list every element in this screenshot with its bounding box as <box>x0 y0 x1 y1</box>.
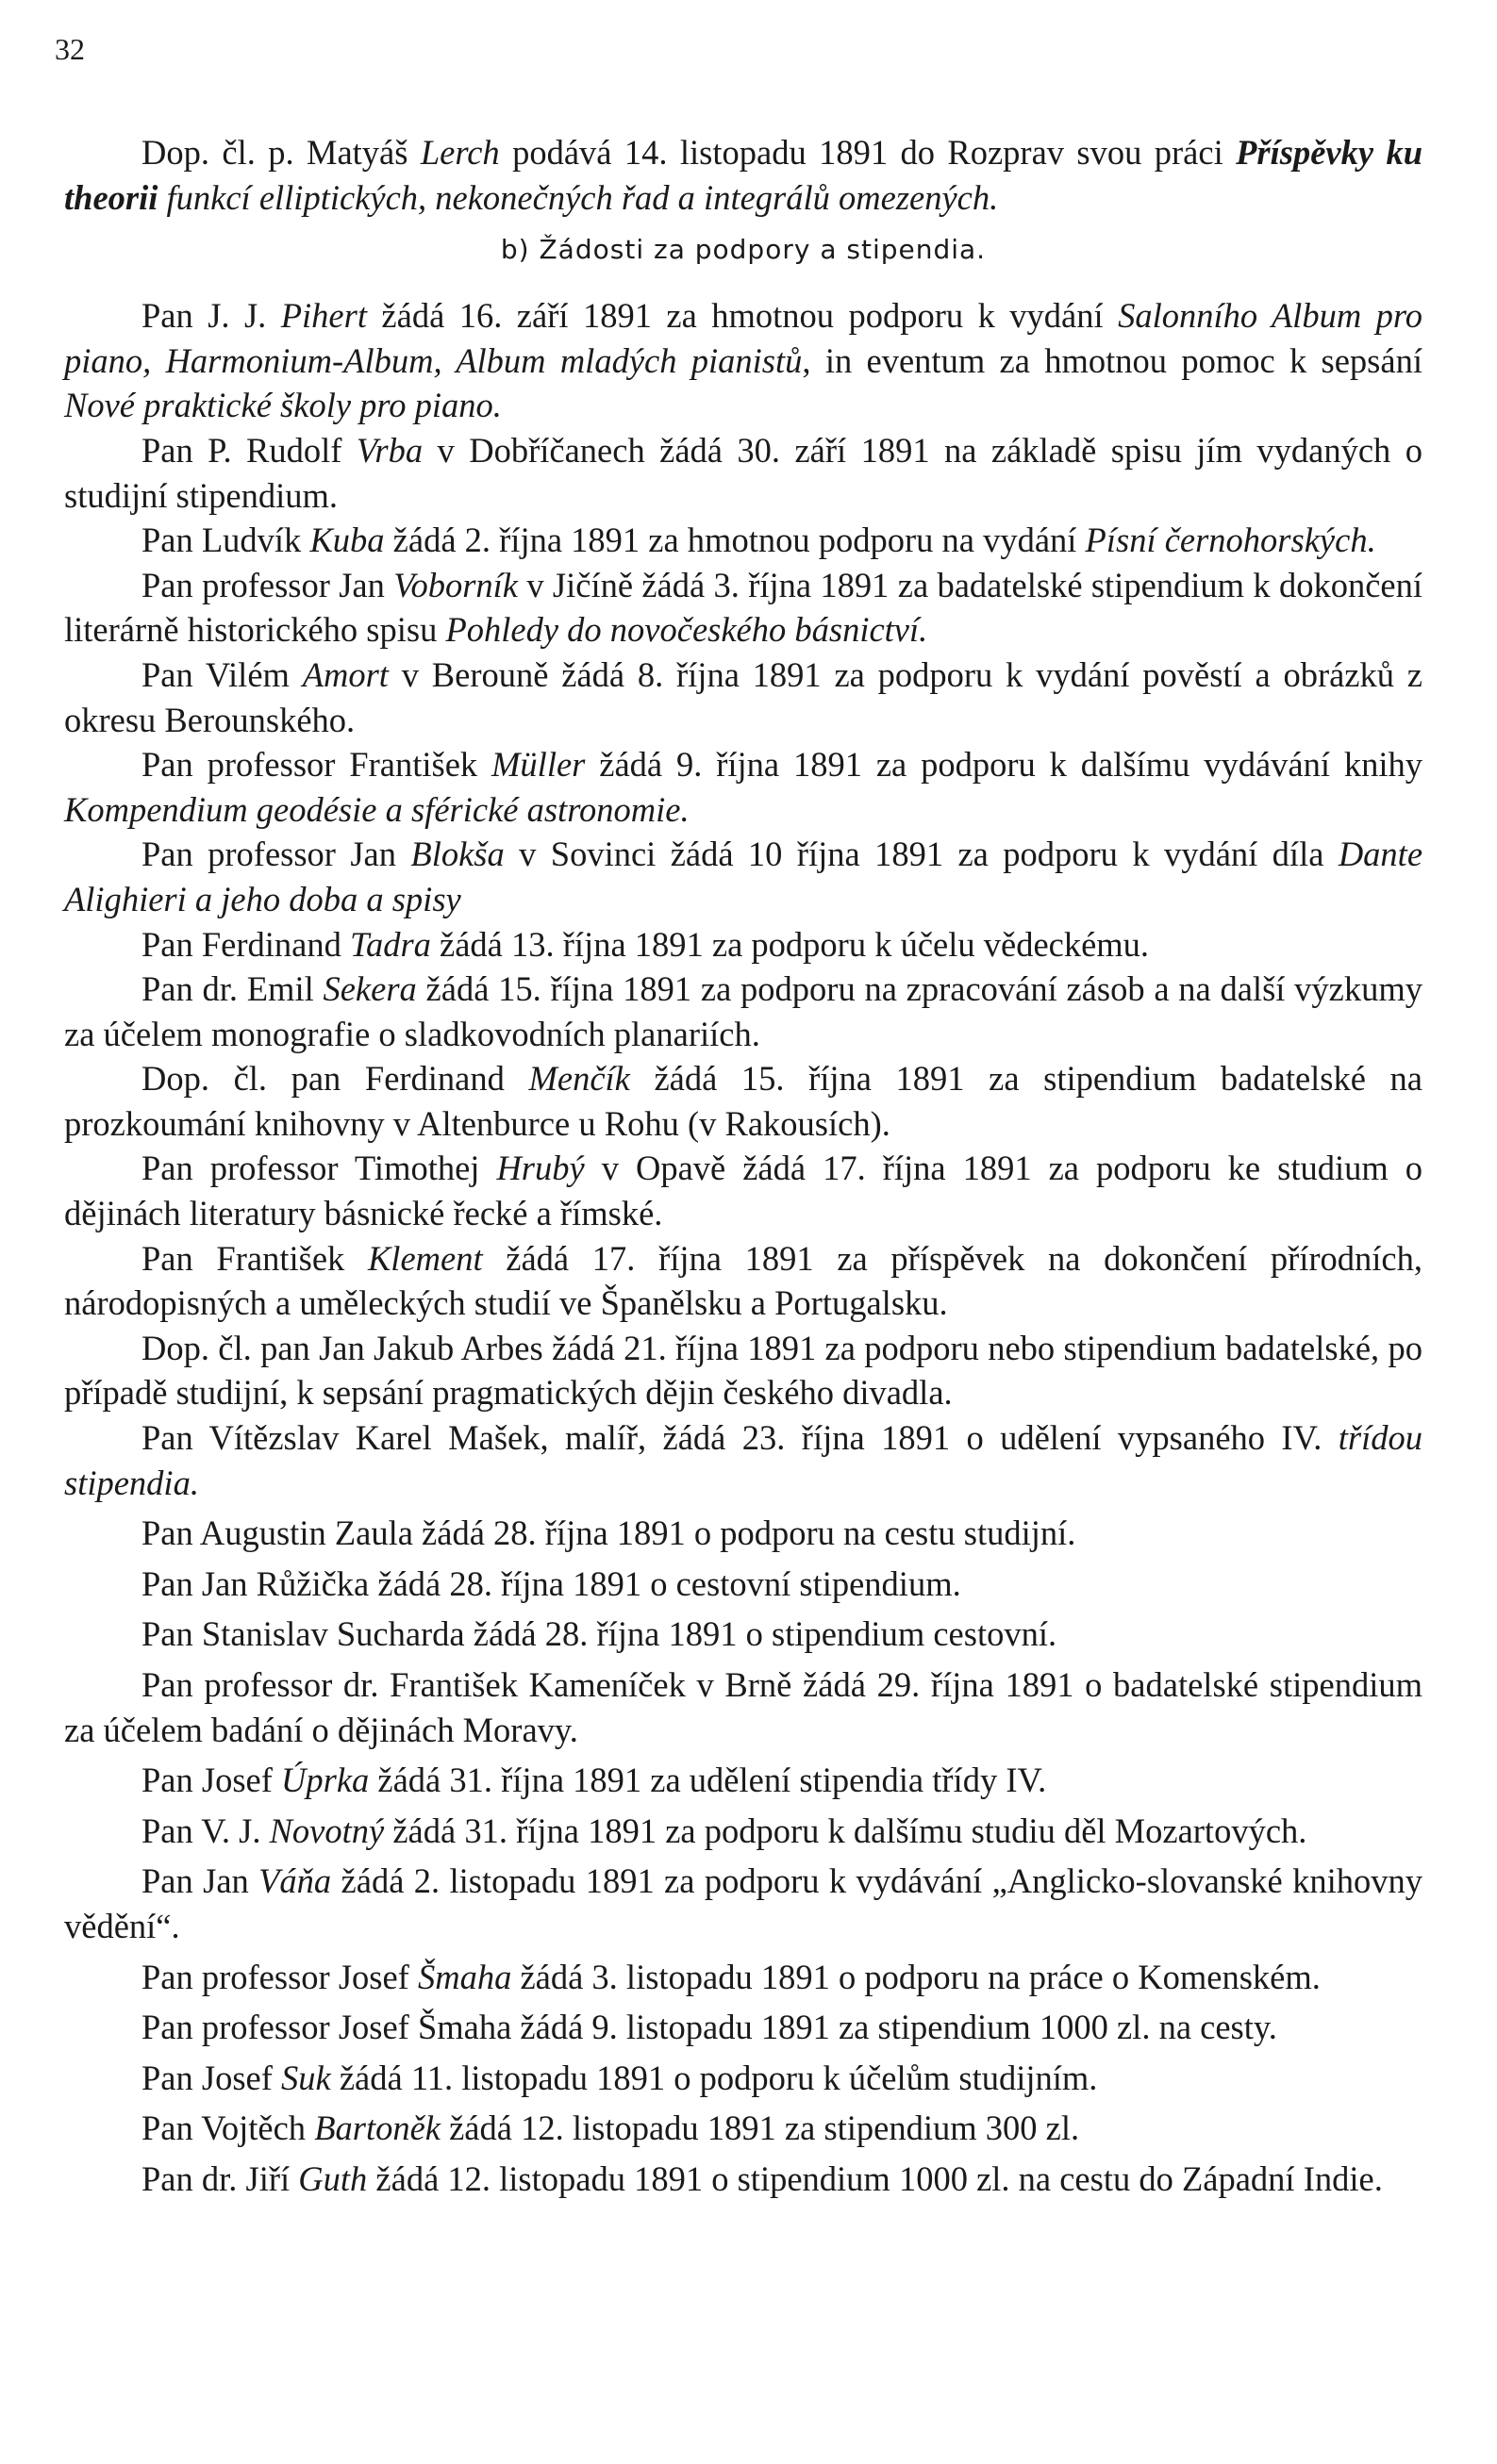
entry-italic-text: Blokša <box>410 835 505 874</box>
entry-text: Dop. čl. pan Ferdinand <box>141 1059 529 1099</box>
entry-text: Pan Jan <box>141 1861 259 1901</box>
entry-text: Pan professor Josef <box>141 1957 418 1996</box>
request-entry <box>64 742 1422 832</box>
entry-text: Pan Ferdinand <box>141 924 350 964</box>
request-entry <box>64 653 1422 742</box>
entry-italic-text: Tadra <box>350 924 431 964</box>
request-entry <box>64 922 1422 967</box>
entry-italic-text: Voborník <box>393 565 518 604</box>
entry-text: Pan professor František <box>141 745 492 785</box>
entry-text: žádá 31. října 1891 za udělení stipendia třídy IV. <box>369 1761 1047 1800</box>
entry-text: v Opavě žádá 17. října 1891 za podporu ke studium o dějinách literatury básnické řecké a římské. <box>64 1149 1422 1233</box>
entry-italic-text: Suk <box>281 2058 331 2097</box>
entry-text: žádá 16. září 1891 za hmotnou podporu k vydání <box>366 296 1119 336</box>
request-entry <box>64 1146 1422 1235</box>
entry-text: žádá 31. října 1891 za podporu k dalšímu studiu děl Mozartových. <box>384 1811 1307 1850</box>
request-entry <box>64 1056 1422 1146</box>
entry-italic-text: Müller <box>491 745 586 785</box>
request-entry <box>64 1562 1422 1607</box>
request-entry <box>64 2106 1422 2151</box>
entry-text: Pan professor Josef Šmaha žádá 9. listopadu 1891 za stipendium 1000 zl. na cesty. <box>141 2008 1277 2047</box>
entry-text: žádá 17. října 1891 za příspěvek na dokončení přírodních, národopisných a uměleckých studií ve Španělsku a Portugalsku. <box>64 1238 1423 1323</box>
entry-text: Pan J. J. <box>141 296 281 336</box>
request-entry <box>64 1511 1422 1556</box>
entry-italic-text: Nové praktické školy pro piano. <box>64 386 502 425</box>
entry-italic-text: Písní černohorských. <box>1085 521 1376 560</box>
request-entry <box>64 2056 1422 2101</box>
entry-text: žádá 13. října 1891 za podporu k účelu vědeckému. <box>430 924 1150 964</box>
entry-text: Dop. čl. pan Jan Jakub Arbes žádá 21. října 1891 za podporu nebo stipendium badatelské, po případě studijní, k sepsání pragmatických dějin českého divadla. <box>64 1328 1422 1413</box>
request-entry <box>64 563 1422 653</box>
entry-text: v Sovinci žádá 10 října 1891 za podporu k vydání díla <box>504 835 1339 874</box>
entry-text: Pan dr. Jiří <box>141 2158 299 2198</box>
entry-italic-text: Váňa <box>258 1861 332 1901</box>
request-entry <box>64 428 1422 518</box>
entry-text: v Jičíně žádá 3. října 1891 za badatelské stipendium k dokončení literárně historického spisu <box>64 565 1422 650</box>
entry-text: žádá 9. října 1891 za podporu k dalšímu vydávání knihy <box>585 745 1422 785</box>
entry-text: Pan Josef <box>141 1761 282 1800</box>
entry-italic-text: Sekera <box>323 969 417 1009</box>
entry-italic-text: Pihert <box>280 296 367 336</box>
intro-paragraph <box>64 130 1422 220</box>
intro-middle: podává 14. listopadu 1891 do Rozprav svou práci <box>499 133 1237 172</box>
request-entry <box>64 1612 1422 1657</box>
intro-prefix: Dop. čl. p. Matyáš <box>141 133 421 172</box>
page-body <box>64 130 1422 2202</box>
entry-text: Pan Josef <box>141 2058 282 2097</box>
entry-text: žádá 15. října 1891 za podporu na zpracování zásob a na další výzkumy za účelem monografie o sladkovodních planariích. <box>64 969 1422 1053</box>
entry-text: Pan Vojtěch <box>141 2108 315 2148</box>
intro-author-name: Lerch <box>420 133 500 172</box>
entry-text: , in eventum za hmotnou pomoc k sepsání <box>802 340 1422 380</box>
entry-text: žádá 2. října 1891 za hmotnou podporu na vydání <box>384 521 1086 560</box>
entry-text: v Berouně žádá 8. října 1891 za podporu k vydání pověstí a obrázků z okresu Berounského. <box>64 654 1422 739</box>
request-entry <box>64 1758 1422 1803</box>
request-entry <box>64 1809 1422 1854</box>
request-list <box>64 293 1422 2201</box>
entry-italic-text: Hrubý <box>496 1149 585 1188</box>
entry-text: Pan professor Jan <box>141 835 411 874</box>
entry-italic-text: Guth <box>298 2158 368 2198</box>
entry-text: Pan Augustin Zaula žádá 28. října 1891 o podporu na cestu studijní. <box>141 1513 1076 1553</box>
entry-italic-text: Menčík <box>528 1059 630 1099</box>
request-entry <box>64 2157 1422 2202</box>
entry-text: žádá 15. října 1891 za stipendium badatelské na prozkoumání knihovny v Altenburce u Rohu (v Rakousích). <box>64 1059 1422 1143</box>
entry-text: žádá 12. listopadu 1891 o stipendium 1000 zl. na cestu do Západní Indie. <box>367 2158 1383 2198</box>
intro-title-rest: funkcí elliptických, nekonečných řad a integrálů omezených. <box>158 177 999 217</box>
entry-text: Pan professor Timothej <box>141 1149 497 1188</box>
entry-italic-text: Pohledy do novočeského básnictví. <box>445 610 928 650</box>
request-entry <box>64 832 1422 921</box>
entry-italic-text: Novotný <box>269 1811 385 1850</box>
entry-italic-text: Klement <box>367 1238 483 1278</box>
entry-text: Pan Vilém <box>141 654 303 694</box>
entry-italic-text: Šmaha <box>417 1957 512 1996</box>
entry-italic-text: třídou stipendia. <box>64 1418 1422 1502</box>
entry-text: v Dobříčanech žádá 30. září 1891 na základě spisu jím vydaných o studijní stipendium. <box>64 430 1422 515</box>
section-heading: b) Žádosti za podpory a stipendia. <box>500 234 987 266</box>
entry-text: Pan Stanislav Sucharda žádá 28. října 1891 o stipendium cestovní. <box>141 1614 1057 1654</box>
entry-text: žádá 2. listopadu 1891 za podporu k vydávání „Anglicko-slovanské knihovny vědění“. <box>64 1861 1422 1945</box>
entry-italic-text: Bartoněk <box>314 2108 441 2148</box>
request-entry <box>64 293 1422 428</box>
request-entry <box>64 518 1422 563</box>
entry-italic-text: Amort <box>302 654 389 694</box>
request-entry <box>64 1236 1422 1326</box>
request-entry <box>64 1955 1422 2000</box>
entry-italic-text: Kompendium geodésie a sférické astronomie. <box>64 789 690 829</box>
entry-text: Pan professor dr. František Kameníček v Brně žádá 29. října 1891 o badatelské stipendium za účelem badání o dějinách Moravy. <box>64 1665 1422 1749</box>
entry-text: žádá 12. listopadu 1891 za stipendium 300 zl. <box>440 2108 1080 2148</box>
entry-text: Pan Ludvík <box>141 521 310 560</box>
entry-italic-text: Dante Alighieri a jeho doba a spisy <box>64 835 1423 918</box>
request-entry <box>64 2005 1422 2050</box>
request-entry <box>64 967 1422 1056</box>
entry-italic-text: Salonního Album pro piano, Harmonium-Album, Album mladých pianistů <box>64 296 1422 380</box>
entry-text: Pan Vítězslav Karel Mašek, malíř, žádá 23. října 1891 o udělení vypsaného IV. <box>141 1418 1339 1458</box>
request-entry <box>64 1326 1422 1415</box>
entry-text: Pan František <box>141 1238 368 1278</box>
entry-text: Pan V. J. <box>141 1811 270 1850</box>
entry-text: Pan Jan Růžička žádá 28. října 1891 o cestovní stipendium. <box>141 1563 961 1603</box>
request-entry <box>64 1859 1422 1948</box>
entry-italic-text: Úprka <box>281 1761 370 1800</box>
entry-text: žádá 3. listopadu 1891 o podporu na práce o Komenském. <box>511 1957 1321 1996</box>
request-entry <box>64 1415 1422 1505</box>
entry-text: Pan professor Jan <box>141 565 394 604</box>
entry-italic-text: Vrba <box>356 430 424 470</box>
entry-text: žádá 11. listopadu 1891 o podporu k účelům studijním. <box>330 2058 1098 2097</box>
intro-title-bold: Příspěvky ku theorii <box>64 133 1423 217</box>
request-entry <box>64 1662 1422 1752</box>
entry-italic-text: Kuba <box>309 521 385 560</box>
entry-text: Pan P. Rudolf <box>141 430 357 470</box>
entry-text: Pan dr. Emil <box>141 969 324 1009</box>
page-number: 32 <box>55 32 85 66</box>
